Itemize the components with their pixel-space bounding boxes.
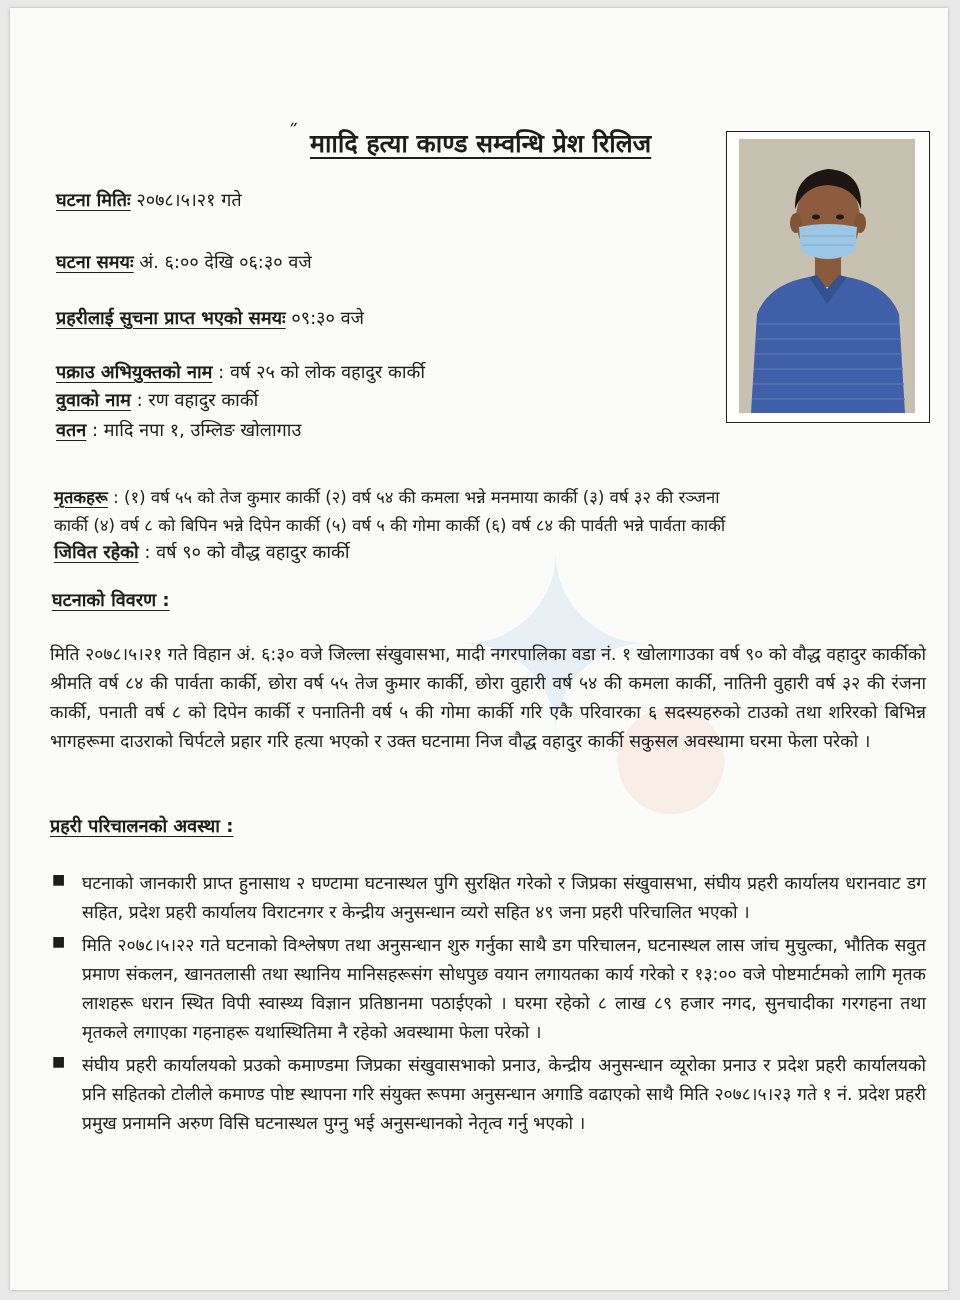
incident-date-label: घटना मितिः xyxy=(56,190,131,211)
police-notified-value: ०९:३० वजे xyxy=(285,308,364,329)
square-bullet-icon: ■ xyxy=(52,934,66,950)
person-illustration xyxy=(739,139,915,413)
watermark-logo: ✦ xyxy=(455,508,657,788)
watermark-accent: ● xyxy=(610,668,733,831)
police-notified-row xyxy=(56,306,364,330)
incident-detail-heading: घटनाको विवरण : xyxy=(52,590,170,611)
father-row xyxy=(56,388,258,412)
deceased-line-1: : (१) वर्ष ५५ को तेज कुमार कार्की (२) वर्ष ५४ की कमला भन्ने मनमाया कार्की (३) वर्ष ३२ की रञ्जना xyxy=(107,488,720,507)
survivor-label: जिवित रहेको xyxy=(54,542,139,563)
survivor-value: : वर्ष ९० को वौद्ध वहादुर कार्की xyxy=(138,542,350,563)
police-operation-heading: प्रहरी परिचालनको अवस्था : xyxy=(50,816,234,837)
incident-time-row xyxy=(56,250,312,274)
survivor-row xyxy=(54,540,350,564)
police-notified-label: प्रहरीलाई सुचना प्राप्त भएको समयः xyxy=(56,308,286,329)
accused-photo-frame xyxy=(726,131,930,423)
police-operation-list xyxy=(50,870,926,1139)
page-title: माादि हत्या काण्ड सम्वन्धि प्रेश रिलिज xyxy=(310,129,652,158)
press-release-page xyxy=(10,8,948,1290)
police-operation-bullet-1: घटनाको जानकारी प्राप्त हुनासाथ २ घण्टामा घटनास्थल पुगि सुरक्षित गरेको र जिप्रका संखुवासभा, संघीय प्रहरी कार्यालय धरानवाट डग सहित, प्रदेश प्रहरी कार्यालय विराटनगर र केन्द्रीय अनुसन्धान व्यरो सहित ४९ जना प्रहरी परिचालित भएको । xyxy=(82,874,926,923)
accused-photo xyxy=(739,139,915,413)
incident-detail-text: मिति २०७८।५।२१ गते विहान अं. ६:३० वजे जिल्ला संखुवासभा, मादी नगरपालिका वडा नं. १ खोलागाउका वर्ष ९० को वौद्ध वहादुर कार्कीको श्रीमति वर्ष ८४ की पार्वता कार्की, छोरा वर्ष ५५ तेज कुमार कार्की, छोरा वुहारी वर्ष ५४ की कमला कार्की, नातिनी वुहारी वर्ष ३२ की रंजना कार्की, पनाती वर्ष ८ को दिपेन कार्की र पनातिनी वर्ष ५ की गोमा कार्की गरि एकै परिवारका ६ सदस्यहरुको टाउको तथा शरिरको बिभिन्न भागहरूमा दाउराको चिर्पटले प्रहार गरि हत्या भएको र उक्त घटनामा निज वौद्ध वहादुर कार्की सकुसल अवस्थामा घरमा फेला परेको । xyxy=(50,645,926,752)
square-bullet-icon: ■ xyxy=(52,872,66,888)
apostrophe-mark: ˝ xyxy=(288,120,298,144)
address-row xyxy=(56,418,301,442)
police-operation-bullet-3: संघीय प्रहरी कार्यालयको प्रउको कमाण्डमा जिप्रका संखुवासभाको प्रनाउ, केन्द्रीय अनुसन्धान व्यूरोका प्रनाउ र प्रदेश प्रहरी कार्यालयको प्रनि सहितको टोलीले कमाण्ड पोष्ट स्थापना गरि संयुक्त रूपमा अनुसन्धान अगाडि वढाएको साथै मिति २०७८।५।२३ गते १ नं. प्रदेश प्रहरी प्रमुख प्रनामनि अरुण विसि घटनास्थल पुग्नु भई अनुसन्धानको नेतृत्व गर्नु भएको । xyxy=(82,1056,926,1134)
square-bullet-icon: ■ xyxy=(52,1054,66,1070)
accused-row xyxy=(56,360,425,384)
incident-time-value: अं. ६:०० देखि ०६:३० वजे xyxy=(133,252,312,273)
police-operation-bullet-2: मिति २०७८।५।२२ गते घटनाको विश्लेषण तथा अनुसन्धान शुरु गर्नुका साथै डग परिचालन, घटनास्थल लास जांच मुचुल्का, भौतिक सवुत प्रमाण संकलन, खानतलासी तथा स्थानिय मानिसहरूसंग सोधपुछ वयान लगायतका कार्य गरेको र १३:०० वजे पोष्टमार्टमको लागि मृतक लाशहरू धरान स्थित विपी स्वास्थ्य विज्ञान प्रतिष्ठानमा पठाईएको । घरमा रहेको ८ लाख ८९ हजार नगद, सुनचादीका गरगहना तथा मृतकले लगाएका गहनाहरू यथास्थितिमा नै रहेको अवस्थामा फेला परेको । xyxy=(82,936,926,1043)
deceased-label: मृतकहरू xyxy=(54,488,108,507)
deceased-row-1 xyxy=(54,485,720,508)
father-label: वुवाको नाम xyxy=(56,390,131,411)
list-item xyxy=(50,870,926,928)
father-value: : रण वहादुर कार्की xyxy=(130,390,259,411)
deceased-line-2: कार्की (४) वर्ष ८ को बिपिन भन्ने दिपेन कार्की (५) वर्ष ५ की गोमा कार्की (६) वर्ष ८४ की पार्वती भन्ने पार्वता कार्की xyxy=(54,516,726,535)
incident-date-row xyxy=(56,188,242,212)
accused-value: : वर्ष २५ को लोक वहादुर कार्की xyxy=(212,362,425,383)
list-item xyxy=(50,1052,926,1139)
list-item xyxy=(50,932,926,1048)
address-label: वतन xyxy=(56,420,87,441)
incident-date-value: २०७८।५।२१ गते xyxy=(130,190,242,211)
accused-label: पक्राउ अभियुक्तको नाम xyxy=(56,362,213,383)
address-value: : मादि नपा १, उम्लिङ खोलागाउ xyxy=(86,420,302,441)
incident-time-label: घटना समयः xyxy=(56,252,134,273)
